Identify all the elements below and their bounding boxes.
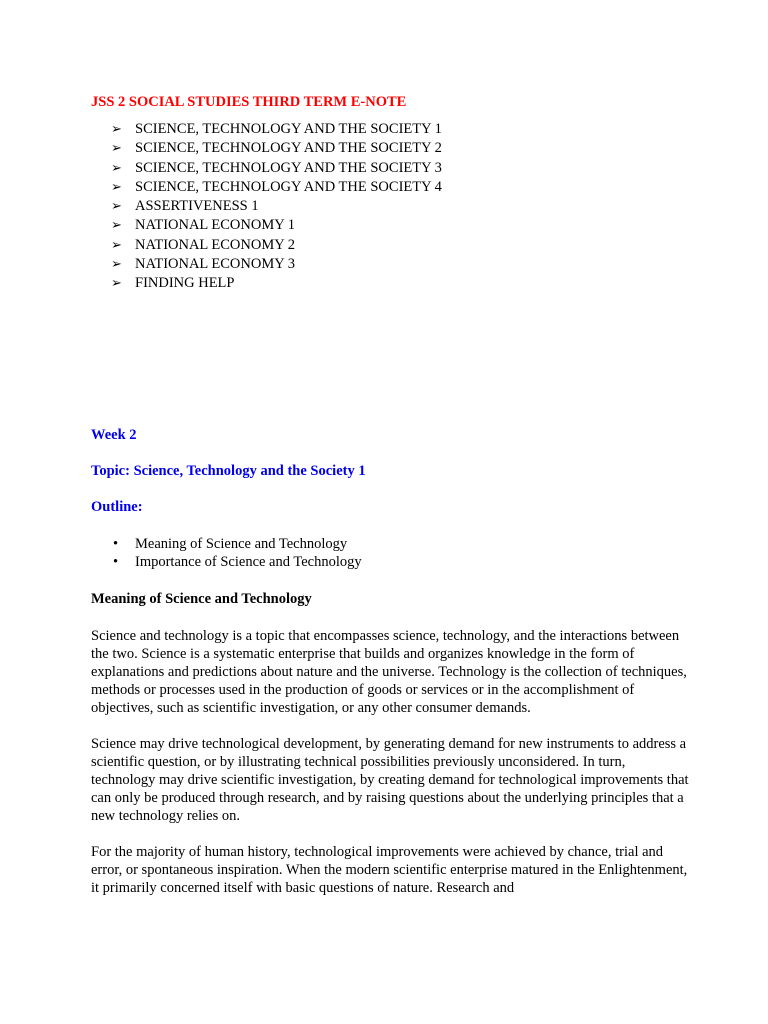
arrow-bullet-icon: ➢ [111, 160, 122, 176]
document-title: JSS 2 SOCIAL STUDIES THIRD TERM E-NOTE [91, 94, 407, 110]
list-item: ➢ SCIENCE, TECHNOLOGY AND THE SOCIETY 2 [111, 139, 691, 158]
list-item: • Importance of Science and Technology [113, 553, 362, 570]
topic-heading: Topic: Science, Technology and the Society 1 [91, 462, 366, 479]
paragraph: Science may drive technological development, by generating demand for new instruments to address a scientific question, or by illustrating technical possibilities previously unconsidered. In turn, technology may drive scientific investigation, by creating demand for technological improvements that can only be produced through research, and by raising questions about the underlying principles that a new technology relies on. [91, 735, 689, 824]
section-heading: Meaning of Science and Technology [91, 590, 312, 607]
list-item: ➢ NATIONAL ECONOMY 3 [111, 255, 691, 274]
bullet-dot-icon: • [113, 535, 119, 552]
list-item: ➢ SCIENCE, TECHNOLOGY AND THE SOCIETY 4 [111, 178, 691, 197]
arrow-bullet-icon: ➢ [111, 237, 122, 253]
list-item: ➢ NATIONAL ECONOMY 1 [111, 216, 691, 235]
paragraph: Science and technology is a topic that encompasses science, technology, and the interactions between the two. Science is a systematic enterprise that builds and organizes knowledge in the form of explanations and predictions about nature and the universe. Technology is the collection of techniques, methods or processes used in the production of goods or services or in the accomplishment of objectives, such as scientific investigation, or any other consumer demands. [91, 627, 687, 716]
paragraph: For the majority of human history, technological improvements were achieved by chance, trial and error, or spontaneous inspiration. When the modern scientific enterprise matured in the Enlightenment, it primarily concerned itself with basic questions of nature. Research and [91, 843, 688, 896]
list-item: ➢ SCIENCE, TECHNOLOGY AND THE SOCIETY 3 [111, 159, 691, 178]
arrow-bullet-icon: ➢ [111, 276, 122, 292]
list-item: ➢ ASSERTIVENESS 1 [111, 197, 691, 216]
list-item: ➢ NATIONAL ECONOMY 2 [111, 236, 691, 255]
list-item: ➢ SCIENCE, TECHNOLOGY AND THE SOCIETY 1 [111, 120, 691, 139]
contents-list [91, 120, 691, 294]
arrow-bullet-icon: ➢ [111, 122, 122, 137]
week-heading: Week 2 [91, 426, 137, 443]
list-item: ➢ FINDING HELP [111, 274, 691, 293]
arrow-bullet-icon: ➢ [111, 141, 122, 157]
arrow-bullet-icon: ➢ [111, 179, 122, 195]
document-page [91, 92, 691, 897]
arrow-bullet-icon: ➢ [111, 257, 122, 273]
outline-heading: Outline: [91, 498, 143, 515]
arrow-bullet-icon: ➢ [111, 218, 122, 234]
list-item: • Meaning of Science and Technology [113, 535, 348, 552]
outline-list [91, 535, 691, 571]
arrow-bullet-icon: ➢ [111, 199, 122, 215]
bullet-dot-icon: • [113, 553, 119, 570]
